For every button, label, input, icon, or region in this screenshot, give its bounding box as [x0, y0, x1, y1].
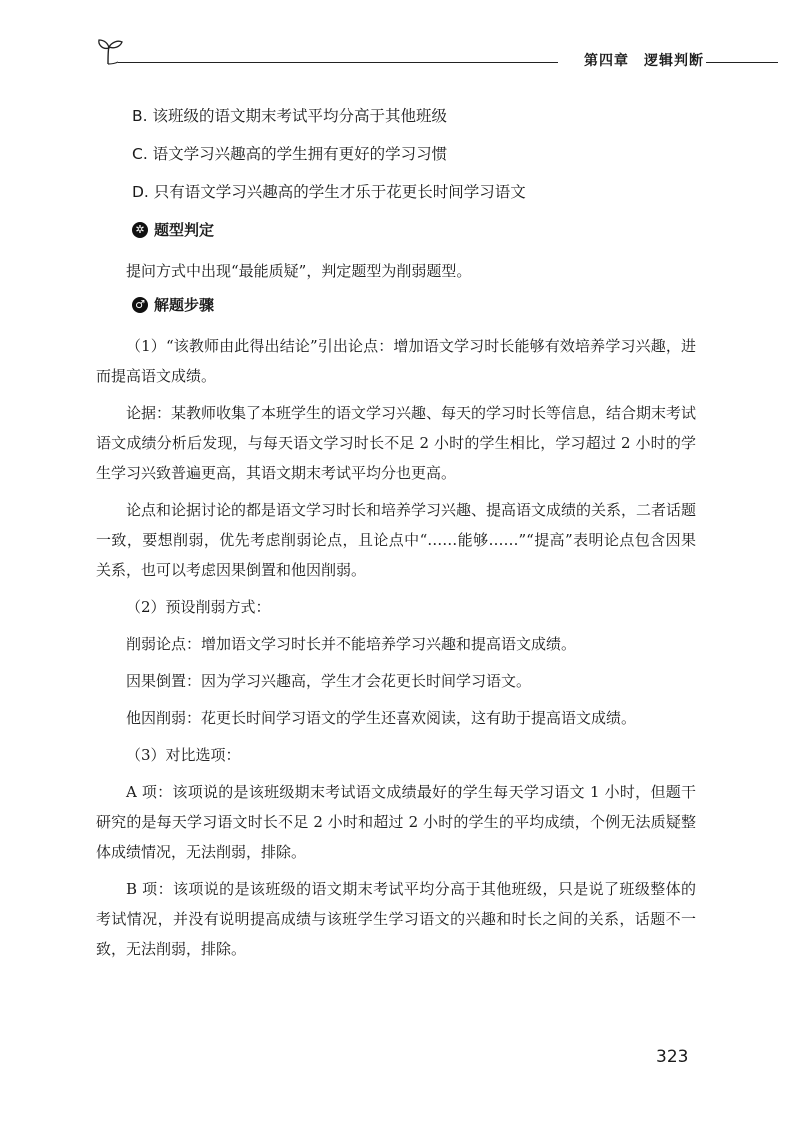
type-judgment-text: 提问方式中出现“最能质疑”，判定题型为削弱题型。 — [126, 262, 472, 280]
steps-icon: ♂ — [132, 297, 148, 313]
page-content — [96, 106, 696, 971]
step1-paragraph: （1）“该教师由此得出结论”引出论点：增加语文学习时长能够有效培养学习兴趣，进而提高语文成绩。 — [96, 337, 696, 385]
option-c: C. 语文学习兴趣高的学生拥有更好的学习习惯 — [132, 145, 448, 163]
section-title-type: 题型判定 — [154, 221, 215, 239]
page-header — [96, 36, 778, 76]
section-heading-type — [132, 220, 696, 240]
chapter-title: 第四章 逻辑判断 — [558, 50, 704, 70]
weaken-argument-line: 削弱论点：增加语文学习时长并不能培养学习兴趣和提高语文成绩。 — [126, 635, 577, 653]
page-number: 323 — [656, 1047, 689, 1067]
option-d: D. 只有语文学习兴趣高的学生才乐于花更长时间学习语文 — [132, 183, 526, 201]
reverse-causation-line: 因果倒置：因为学习兴趣高，学生才会花更长时间学习语文。 — [126, 672, 532, 690]
alternative-cause-line: 他因削弱：花更长时间学习语文的学生还喜欢阅读，这有助于提高语文成绩。 — [126, 709, 637, 727]
section-heading-steps — [132, 295, 696, 315]
evidence-paragraph: 论据：某教师收集了本班学生的语文学习兴趣、每天的学习时长等信息，结合期末考试语文成绩分析后发现，与每天语文学习时长不足 2 小时的学生相比，学习超过 2 小时的学生学习兴致普遍更高，其语文期末考试平均分也更高。 — [96, 404, 697, 482]
option-b: B. 该班级的语文期末考试平均分高于其他班级 — [132, 107, 447, 125]
step2-line: （2）预设削弱方式： — [126, 598, 271, 616]
header-rule-right — [706, 62, 778, 63]
gear-icon: ✲ — [132, 222, 148, 238]
item-a-paragraph: A 项：该项说的是该班级期末考试语文成绩最好的学生每天学习语文 1 小时，但题干研究的是每天学习语文时长不足 2 小时和超过 2 小时的学生的平均成绩，个例无法质疑整体成绩情况，无法削弱，排除。 — [96, 783, 696, 861]
item-b-paragraph: B 项：该项说的是该班级的语文期末考试平均分高于其他班级，只是说了班级整体的考试情况，并没有说明提高成绩与该班学生学习语文的兴趣和时长之间的关系，话题不一致，无法削弱，排除。 — [96, 880, 696, 958]
step3-line: （3）对比选项： — [126, 746, 241, 764]
analysis-paragraph: 论点和论据讨论的都是语文学习时长和培养学习兴趣、提高语文成绩的关系，二者话题一致，要想削弱，优先考虑削弱论点，且论点中“……能够……”“提高”表明论点包含因果关系，也可以考虑因果倒置和他因削弱。 — [96, 501, 697, 579]
section-title-steps: 解题步骤 — [154, 296, 215, 314]
